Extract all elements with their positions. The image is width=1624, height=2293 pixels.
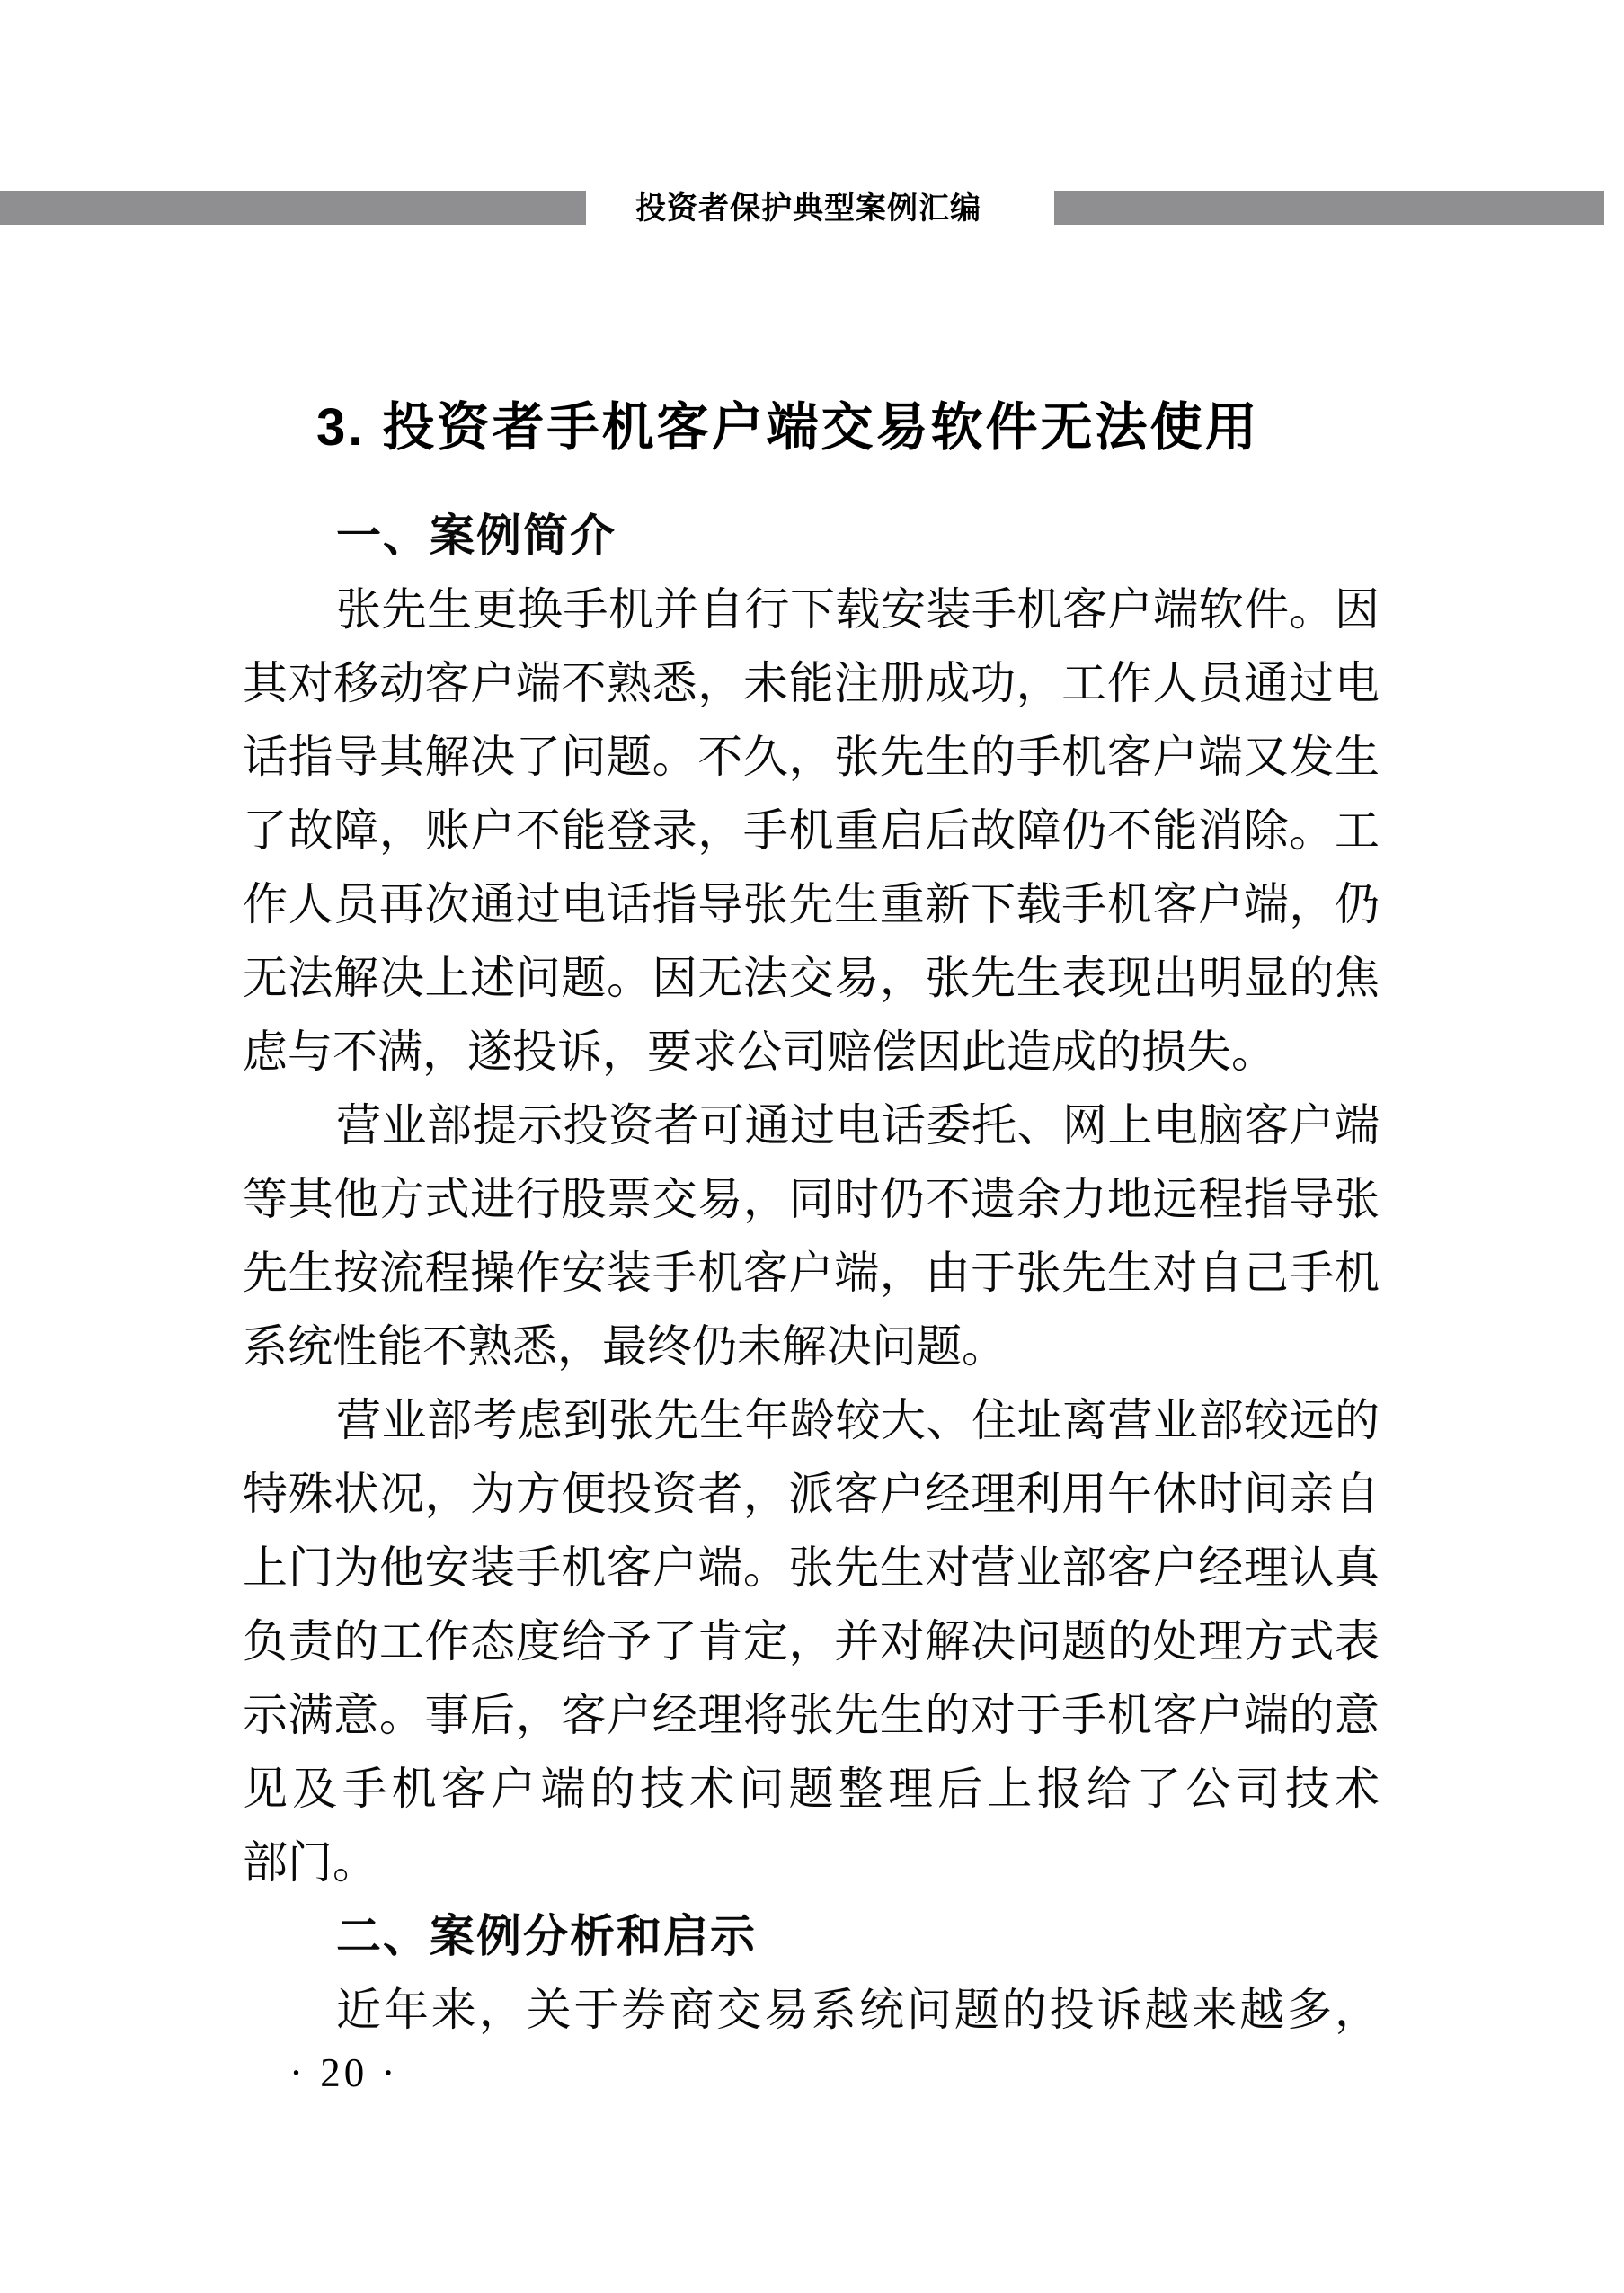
body-line: 系统性能不熟悉，最终仍未解决问题。 <box>243 1321 1007 1372</box>
header-rule-left <box>0 191 586 225</box>
section-heading-1: 一、案例简介 <box>336 511 617 561</box>
body-line: 上门为他安装手机客户端。张先生对营业部客户经理认真 <box>243 1542 1380 1593</box>
page-number: · 20 · <box>289 2050 399 2095</box>
body-line: 部门。 <box>243 1837 377 1888</box>
running-head: 投资者保护典型案例汇编 <box>635 191 981 226</box>
body-line: 等其他方式进行股票交易，同时仍不遗余力地远程指导张 <box>243 1174 1380 1224</box>
body-line: 虑与不满，遂投诉，要求公司赔偿因此造成的损失。 <box>243 1027 1276 1077</box>
body-line: 话指导其解决了问题。不久，张先生的手机客户端又发生 <box>243 732 1380 782</box>
body-line: 了故障，账户不能登录，手机重启后故障仍不能消除。工 <box>243 805 1380 856</box>
body-line: 营业部考虑到张先生年龄较大、住址离营业部较远的 <box>336 1395 1380 1445</box>
body-line: 先生按流程操作安装手机客户端，由于张先生对自己手机 <box>243 1248 1380 1298</box>
header-rule-right <box>1054 191 1604 225</box>
chapter-title: 3. 投资者手机客户端交易软件无法使用 <box>316 398 1260 457</box>
body-line: 其对移动客户端不熟悉，未能注册成功，工作人员通过电 <box>243 658 1380 708</box>
body-line: 示满意。事后，客户经理将张先生的对于手机客户端的意 <box>243 1690 1380 1740</box>
body-line: 特殊状况，为方便投资者，派客户经理利用午休时间亲自 <box>243 1469 1380 1519</box>
body-line: 营业部提示投资者可通过电话委托、网上电脑客户端 <box>336 1100 1380 1151</box>
body-line: 近年来，关于券商交易系统问题的投诉越来越多， <box>336 1985 1380 2035</box>
body-line: 见及手机客户端的技术问题整理后上报给了公司技术 <box>243 1764 1380 1814</box>
body-line: 作人员再次通过电话指导张先生重新下载手机客户端，仍 <box>243 879 1380 929</box>
body-line: 无法解决上述问题。因无法交易，张先生表现出明显的焦 <box>243 953 1380 1003</box>
text-column <box>243 499 1380 2047</box>
body-line: 负责的工作态度给予了肯定，并对解决问题的处理方式表 <box>243 1616 1380 1666</box>
section-heading-2: 二、案例分析和启示 <box>336 1911 757 1961</box>
body-line: 张先生更换手机并自行下载安装手机客户端软件。因 <box>336 584 1380 635</box>
